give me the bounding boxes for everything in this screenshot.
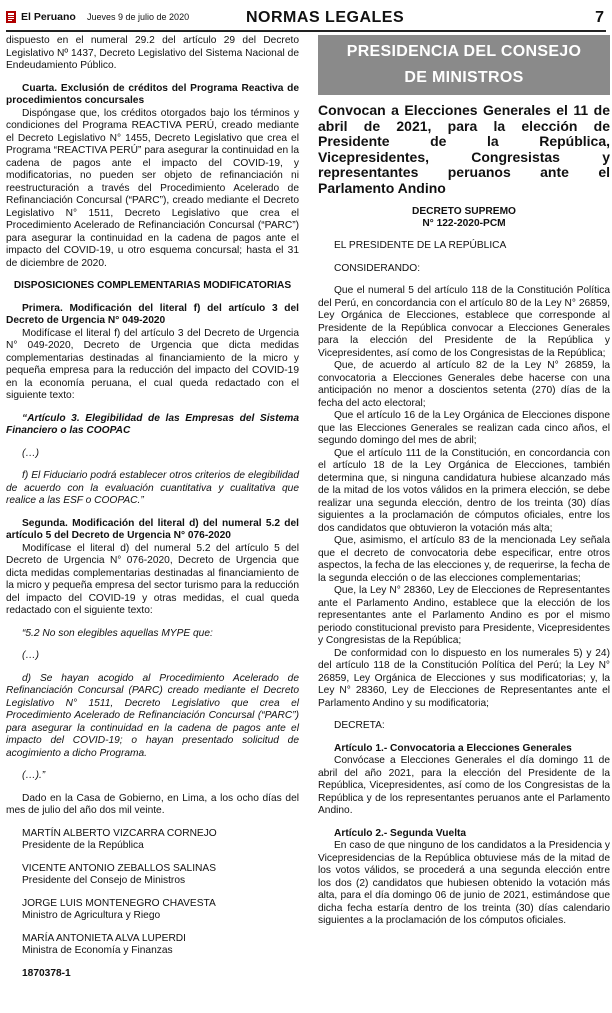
considerando-7: De conformidad con lo dispuesto en los numerales 5) y 24) del artículo 118 de la Constitución Política del Perú; la Ley N° 26859, Ley Orgánica de Elecciones y sus modificatorias; y, la Ley N° 28360, Ley de Elecciones de Representantes ante el Parlamento Andino y su modificatoria; <box>318 647 610 709</box>
signatory-name: VICENTE ANTONIO ZEBALLOS SALINAS <box>22 862 216 874</box>
signatory-role: Presidente del Consejo de Ministros <box>22 875 186 886</box>
considerando-6: Que, la Ley N° 28360, Ley de Elecciones de Representantes ante el Parlamento Andino, establece que la elección de los representantes ante el Parlamento Andino es por el mismo periodo constitucional previsto para Presidente, Vicepresidentes y Congresistas de la República; <box>318 585 610 646</box>
article-1-text: Convócase a Elecciones Generales el día domingo 11 de abril del año 2021, para la elección del Presidente de la República, Vicepresidentes, así como de los Congresistas de la República y de los representantes peruanos ante el Parlamento Andino. <box>318 755 610 816</box>
primera-text: Modifícase el literal f) del artículo 3 del Decreto de Urgencia N° 049-2020, Decreto de Urgencia que dicta medidas complementarias destinadas al financiamiento de la micro y pequeña empresa para la reducción del impacto del COVID-19 en la economía peruana, el cual queda redactado con el siguiente texto: <box>6 327 299 401</box>
signature-block <box>6 828 299 853</box>
page-number: 7 <box>595 9 604 26</box>
literal-d-text: d) Se hayan acogido al Procedimiento Acelerado de Refinanciación Concursal (PARC) creado mediante el Decreto Legislativo N° 1511, Decreto Legislativo que crea el Procedimiento Acelerado de Refinanciación Concursal (“PARC”) para asegurar la continuidad en la cadena de pagos ante el impacto del COVID-19; o hayan presentado solicitud de acogimiento a dicho Programa. <box>6 672 299 759</box>
decreta-label: DECRETA: <box>334 720 385 731</box>
article-heading: Convocan a Elecciones Generales el 11 de abril de 2021, para la elección de Presidente de la República, Vicepresidentes, Congresistas y representantes peruanos ante el Parlamento Andino <box>318 102 610 196</box>
banner-line-2: DE MINISTROS <box>404 69 524 86</box>
issue-date: Jueves 9 de julio de 2020 <box>87 12 190 22</box>
dado-paragraph: Dado en la Casa de Gobierno, en Lima, a los ocho días del mes de julio del año dos mil veinte. <box>6 792 299 816</box>
intro-paragraph: dispuesto en el numeral 29.2 del artículo 29 del Decreto Legislativo Nº 1437, Decreto Legislativo del Sistema Nacional de Endeudamiento Público. <box>6 35 299 71</box>
left-column <box>6 35 299 980</box>
considerando-5: Que, asimismo, el artículo 83 de la mencionada Ley señala que el decreto de convocatoria debe especificar, entre otros aspectos, la fecha de las elecciones y, de requerirse, la fecha de la segunda elección o de las elecciones complementarias; <box>318 535 610 584</box>
newspaper-name: El Peruano <box>21 11 76 23</box>
signatory-role: Presidente de la República <box>22 840 144 851</box>
cuarta-text: Dispóngase que, los créditos otorgados bajo los términos y condiciones del Programa REACTIVA PERÚ, creado mediante el Decreto Legislativo N° 1455, Decreto Legislativo que crea el Programa “REACTIVA PERÚ” para asegurar la continuidad en la cadena de pagos ante el impacto del COVID-19, y modificatorias, no pueden ser objeto de refinanciación ni reestructuración a través del Procedimiento Acelerado de Refinanciación Concursal (“PARC”), creado mediante el Decreto Legislativo N° 1511, Decreto Legislativo que crea el Procedimiento Acelerado de Refinanciación Concursal (“PARC”) para asegurar la continuidad en la cadena de pagos ante el impacto del COVID-19, u otro esquema concursal; hasta el 31 de diciembre de 2020. <box>6 107 299 269</box>
numeral-5-2: “5.2 No son elegibles aquellas MYPE que: <box>22 627 213 639</box>
signatory-role: Ministra de Economía y Finanzas <box>22 945 173 956</box>
decree-number <box>318 206 610 230</box>
president-line: EL PRESIDENTE DE LA REPÚBLICA <box>334 240 507 251</box>
decree-code: N° 122-2020-PCM <box>422 218 506 229</box>
banner-line-1: PRESIDENCIA DEL CONSEJO <box>346 43 582 60</box>
signature-block <box>6 933 299 958</box>
section-title: NORMAS LEGALES <box>246 9 405 26</box>
disposiciones-title: DISPOSICIONES COMPLEMENTARIAS MODIFICATORIAS <box>13 280 292 291</box>
decree-type: DECRETO SUPREMO <box>412 206 516 217</box>
article3-title: “Artículo 3. Elegibilidad de las Empresas del Sistema Financiero o las COOPAC <box>6 412 299 436</box>
considerando-4: Que el artículo 111 de la Constitución, en concordancia con el artículo 18 de la Ley Orgánica de Elecciones, también determina que, si ninguna candidatura hubiese alcanzado más de la mitad de los votos válidos en la primera elección, se debe realizar una segunda elección, dentro de los treinta (30) días siguientes a la proclamación de cómputos oficiales, entre los dos candidatos que obtuvieron la votación más alta; <box>318 447 610 534</box>
considerando-1: Que el numeral 5 del artículo 118 de la Constitución Política del Perú, en concordancia con el artículo 80 de la Ley N° 26859, Ley Orgánica de Elecciones, establece que corresponde al Presidente de la República convocar a Elecciones Generales para la elección del Presidente de la República y Vicepresidentes, así como de los Congresistas de la República; <box>318 285 610 359</box>
cuarta-title: Cuarta. Exclusión de créditos del Programa Reactiva de procedimientos concursales <box>6 82 299 106</box>
considerando-3: Que el artículo 16 de la Ley Orgánica de Elecciones dispone que las Elecciones Generales se realizan cada cinco años, el segundo domingo del mes de abril; <box>318 410 610 446</box>
signatory-name: MARÍA ANTONIETA ALVA LUPERDI <box>22 932 186 944</box>
segunda-text: Modifícase el literal d) del numeral 5.2 del artículo 5 del Decreto de Urgencia N° 076-2020, Decreto de Urgencia que dicta medidas complementarias destinadas al financiamiento de la micro y pequeña empresa del sector turismo para la reducción del impacto del COVID-19 y otras medidas, el cual queda redactado con el siguiente texto: <box>6 542 299 616</box>
newspaper-logo-icon <box>6 11 16 23</box>
article-2-title: Artículo 2.- Segunda Vuelta <box>334 827 467 839</box>
ellipsis-2: (…) <box>22 650 39 661</box>
page-header <box>6 8 606 32</box>
ellipsis-3: (…).” <box>22 770 46 781</box>
section-banner <box>318 35 610 95</box>
primera-title: Primera. Modificación del literal f) del artículo 3 del Decreto de Urgencia N° 049-2020 <box>6 302 299 326</box>
considerando-label: CONSIDERANDO: <box>334 262 421 274</box>
ellipsis-1: (…) <box>22 447 39 459</box>
segunda-title: Segunda. Modificación del literal d) del numeral 5.2 del artículo 5 del Decreto de Urgencia N° 076-2020 <box>6 517 299 541</box>
signatory-name: JORGE LUIS MONTENEGRO CHAVESTA <box>22 897 216 909</box>
signature-block <box>6 863 299 888</box>
signature-block <box>6 898 299 923</box>
considerando-2: Que, de acuerdo al artículo 82 de la Ley N° 26859, la convocatoria a Elecciones Generales debe hacerse con una anticipación no menor a doscientos setenta (270) días de la fecha del acto electoral; <box>318 360 610 409</box>
signatory-role: Ministro de Agricultura y Riego <box>22 910 161 921</box>
right-column <box>318 35 610 928</box>
reference-number: 1870378-1 <box>22 967 71 979</box>
signatory-name: MARTÍN ALBERTO VIZCARRA CORNEJO <box>22 827 217 839</box>
literal-f-text: f) El Fiduciario podrá establecer otros criterios de elegibilidad de acuerdo con la evaluación cuantitativa y cualitativa que realice a las ESF o COOPAC.” <box>6 470 299 506</box>
article-1-title: Artículo 1.- Convocatoria a Elecciones Generales <box>334 742 572 754</box>
article-2-text: En caso de que ninguno de los candidatos a la Presidencia y Vicepresidencias de la República obtuviese más de la mitad de los votos válidos, se procederá a una segunda elección entre los dos (2) candidatos que hubiesen obtenido la votación más alta, para el día domingo 06 de junio de 2021, estimándose que dicha fecha estaría dentro de los treinta (30) días calendario siguientes a la proclamación de los cómputos oficiales. <box>318 840 610 926</box>
